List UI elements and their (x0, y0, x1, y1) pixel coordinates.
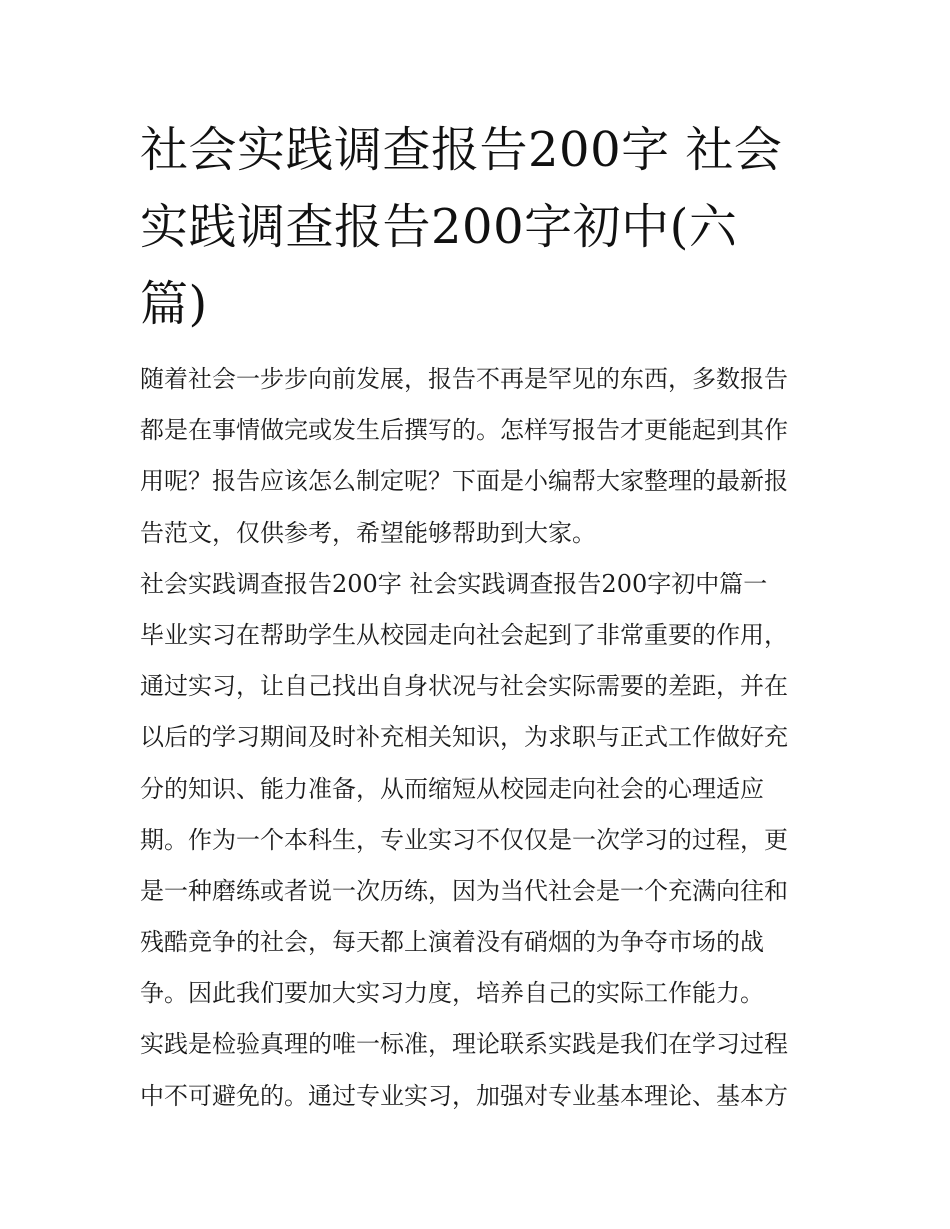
body-paragraph-line: 残酷竞争的社会，每天都上演着没有硝烟的为争夺市场的战 (140, 928, 764, 957)
title-line: 篇) (140, 276, 208, 332)
document-title (140, 112, 820, 343)
title-line: 社会实践调查报告200字 社会 (140, 122, 783, 178)
body-paragraph-line: 中不可避免的。通过专业实习，加强对专业基本理论、基本方 (140, 1081, 788, 1110)
body-paragraph-line: 是一种磨练或者说一次历练，因为当代社会是一个充满向往和 (140, 876, 788, 905)
title-line: 实践调查报告200字初中(六 (140, 199, 738, 255)
body-paragraph-line: 实践是检验真理的唯一标准，理论联系实践是我们在学习过程 (140, 1030, 788, 1059)
intro-paragraph-line: 随着社会一步步向前发展，报告不再是罕见的东西，多数报告 (140, 365, 788, 393)
body-paragraph-line: 毕业实习在帮助学生从校园走向社会起到了非常重要的作用， (140, 620, 788, 649)
section-heading: 社会实践调查报告200字 社会实践调查报告200字初中篇一 (140, 569, 768, 598)
intro-paragraph-line: 都是在事情做完或发生后撰写的。怎样写报告才更能起到其作 (140, 416, 788, 445)
body-paragraph-line: 分的知识、能力准备，从而缩短从校园走向社会的心理适应 (140, 774, 764, 803)
body-paragraph-line: 通过实习，让自己找出自身状况与社会实际需要的差距，并在 (140, 672, 788, 701)
document-body (140, 354, 820, 1122)
body-paragraph-line: 争。因此我们要加大实习力度，培养自己的实际工作能力。 (140, 979, 764, 1008)
body-paragraph-line: 期。作为一个本科生，专业实习不仅仅是一次学习的过程，更 (140, 825, 788, 854)
intro-paragraph-line: 告范文，仅供参考，希望能够帮助到大家。 (140, 518, 596, 547)
body-paragraph-line: 以后的学习期间及时补充相关知识，为求职与正式工作做好充 (140, 723, 788, 752)
intro-paragraph-line: 用呢？报告应该怎么制定呢？下面是小编帮大家整理的最新报 (140, 467, 788, 496)
